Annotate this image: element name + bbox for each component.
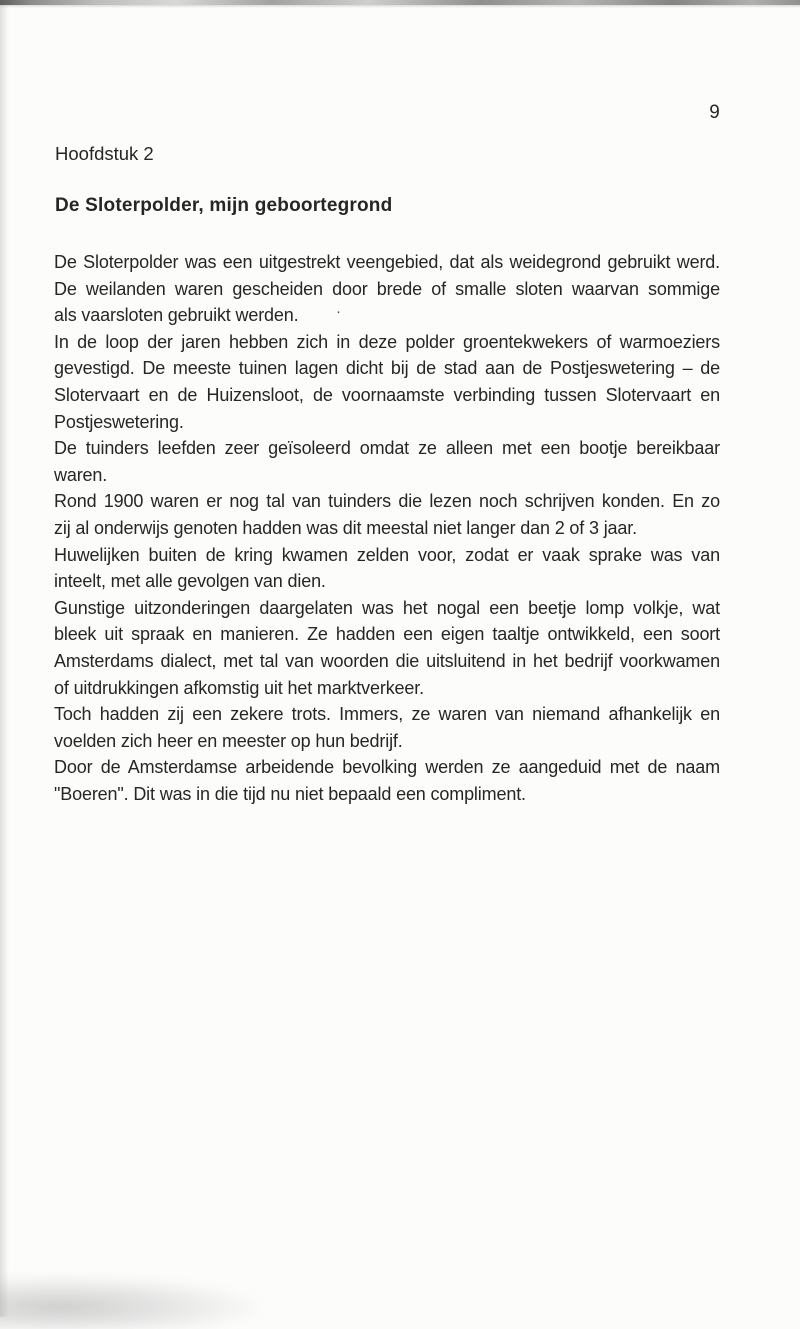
text-line: "Boeren". Dit was in die tijd nu niet bepaald een compliment. bbox=[54, 783, 526, 804]
text-line: Slotervaart en de Huizensloot, de voornaamste verbinding tussen Slotervaart en bbox=[54, 384, 720, 405]
text-line: Gunstige uitzonderingen daargelaten was het nogal een beetje lomp volkje, wat bbox=[54, 597, 720, 618]
text-line: waren. bbox=[54, 464, 108, 485]
text-line: De weilanden waren gescheiden door brede of smalle sloten waarvan sommige bbox=[54, 278, 720, 299]
text-line: Toch hadden zij een zekere trots. Immers, ze waren van niemand afhankelijk en bbox=[54, 704, 720, 725]
text-line: De tuinders leefden zeer geïsoleerd omdat ze alleen met een bootje bereikbaar bbox=[54, 438, 720, 459]
text-line: voelden zich heer en meester op hun bedrijf. bbox=[54, 730, 403, 751]
text-line: zij al onderwijs genoten hadden was dit meestal niet langer dan 2 of 3 jaar. bbox=[54, 517, 637, 538]
chapter-label: Hoofdstuk 2 bbox=[55, 143, 154, 164]
text-line: Huwelijken buiten de kring kwamen zelden voor, zodat er vaak sprake was van bbox=[54, 544, 720, 565]
text-line: bleek uit spraak en manieren. Ze hadden een eigen taaltje ontwikkeld, een soort bbox=[54, 624, 720, 645]
text-line: of uitdrukkingen afkomstig uit het marktverkeer. bbox=[54, 677, 424, 698]
text-line: Postjeswetering. bbox=[54, 411, 184, 432]
scan-shade-left bbox=[0, 0, 9, 1317]
text-line: In de loop der jaren hebben zich in deze polder groentekwekers of warmoeziers bbox=[54, 331, 720, 352]
text-line: Door de Amsterdamse arbeidende bevolking werden ze aangeduid met de naam bbox=[54, 757, 720, 778]
text-line: Amsterdams dialect, met tal van woorden die uitsluitend in het bedrijf voorkwamen bbox=[54, 650, 720, 671]
scan-edge-top bbox=[0, 0, 800, 5]
stray-ink-dot: · bbox=[336, 303, 341, 320]
body-text bbox=[54, 249, 720, 807]
chapter-heading: De Sloterpolder, mijn geboortegrond bbox=[55, 195, 393, 216]
page-number: 9 bbox=[709, 102, 720, 123]
text-line: gevestigd. De meeste tuinen lagen dicht bij de stad aan de Postjeswetering – de bbox=[54, 358, 720, 379]
text-line: als vaarsloten gebruikt werden. bbox=[54, 305, 299, 326]
text-line: De Sloterpolder was een uitgestrekt veengebied, dat als weidegrond gebruikt werd. bbox=[54, 252, 720, 272]
scan-corner-smudge bbox=[0, 1274, 270, 1329]
text-line: inteelt, met alle gevolgen van dien. bbox=[54, 571, 326, 592]
text-line: Rond 1900 waren er nog tal van tuinders die lezen noch schrijven konden. En zo bbox=[54, 491, 720, 512]
